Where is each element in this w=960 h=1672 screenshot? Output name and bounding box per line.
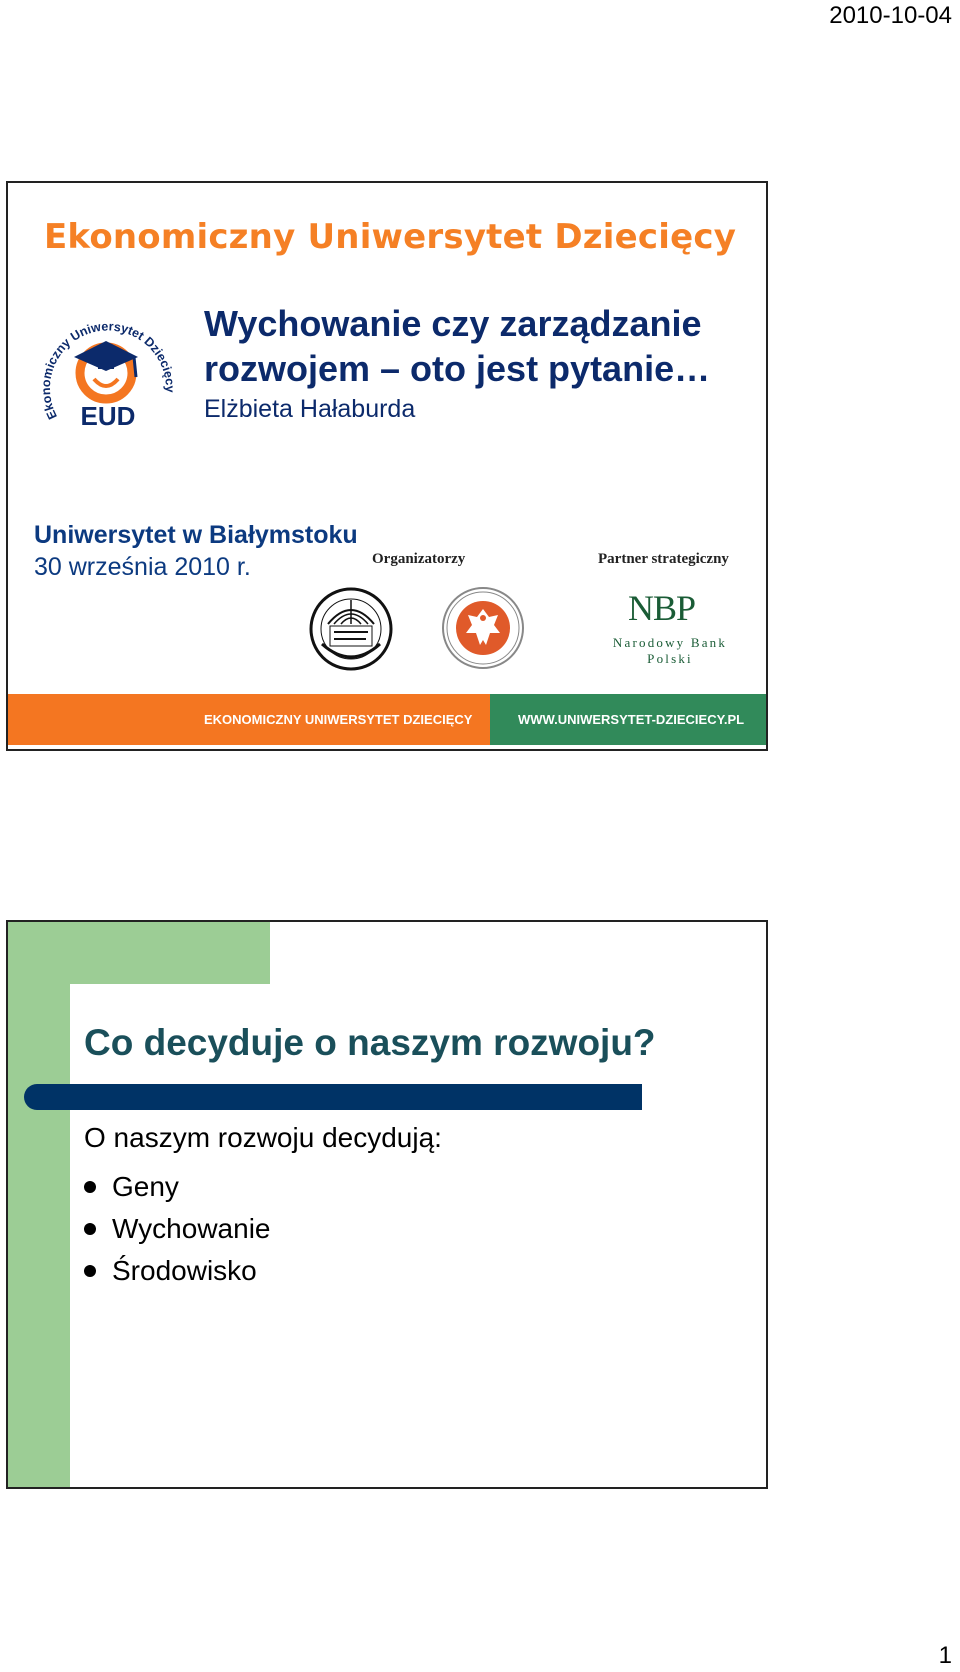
bullet-dot-icon [84,1181,96,1193]
talk-title-line-2: rozwojem – oto jest pytanie… [204,348,711,389]
logo-ring-text: Ekonomiczny Uniwersytet Dziecięcy [38,319,178,422]
eud-logo [38,301,178,441]
title-underline [24,1084,642,1110]
nbp-name: Narodowy Bank Polski [612,635,728,666]
bullet-list [84,1166,270,1292]
bullet-text: Geny [112,1171,179,1202]
footer-brand: EKONOMICZNY UNIWERSYTET DZIECIĘCY [8,694,490,745]
bullet-text: Wychowanie [112,1213,271,1244]
nbp-mark: NBP [628,588,696,628]
logo-acronym: EUD [80,401,136,431]
page-number: 1 [938,1642,952,1669]
slide-date: 30 września 2010 r. [34,553,251,581]
author: Elżbieta Hałaburda [204,395,416,423]
venue: Uniwersytet w Białymstoku [34,521,358,549]
slide-title: Co decyduje o naszym rozwoju? [84,1022,656,1063]
list-item [84,1166,270,1208]
decor-bar-left [8,922,70,1487]
partner-label: Partner strategiczny [598,551,729,567]
organizers-label: Organizatorzy [372,551,466,567]
slide-intro: O naszym rozwoju decydują: [84,1122,442,1153]
talk-title-line-1: Wychowanie czy zarządzanie [204,303,702,344]
bullet-dot-icon [84,1265,96,1277]
nbp-logo [590,587,750,666]
talk-title [204,301,710,391]
foundation-logo [308,586,394,672]
slide-2 [6,920,768,1489]
university-seal [440,585,526,671]
page-date: 2010-10-04 [829,2,952,29]
bullet-dot-icon [84,1223,96,1235]
slide-1 [6,181,768,751]
list-item [84,1250,270,1292]
bullet-text: Środowisko [112,1255,257,1286]
slide-heading: Ekonomiczny Uniwersytet Dziecięcy [44,217,737,257]
list-item [84,1208,270,1250]
footer-url: WWW.UNIWERSYTET-DZIECIECY.PL [490,694,766,745]
